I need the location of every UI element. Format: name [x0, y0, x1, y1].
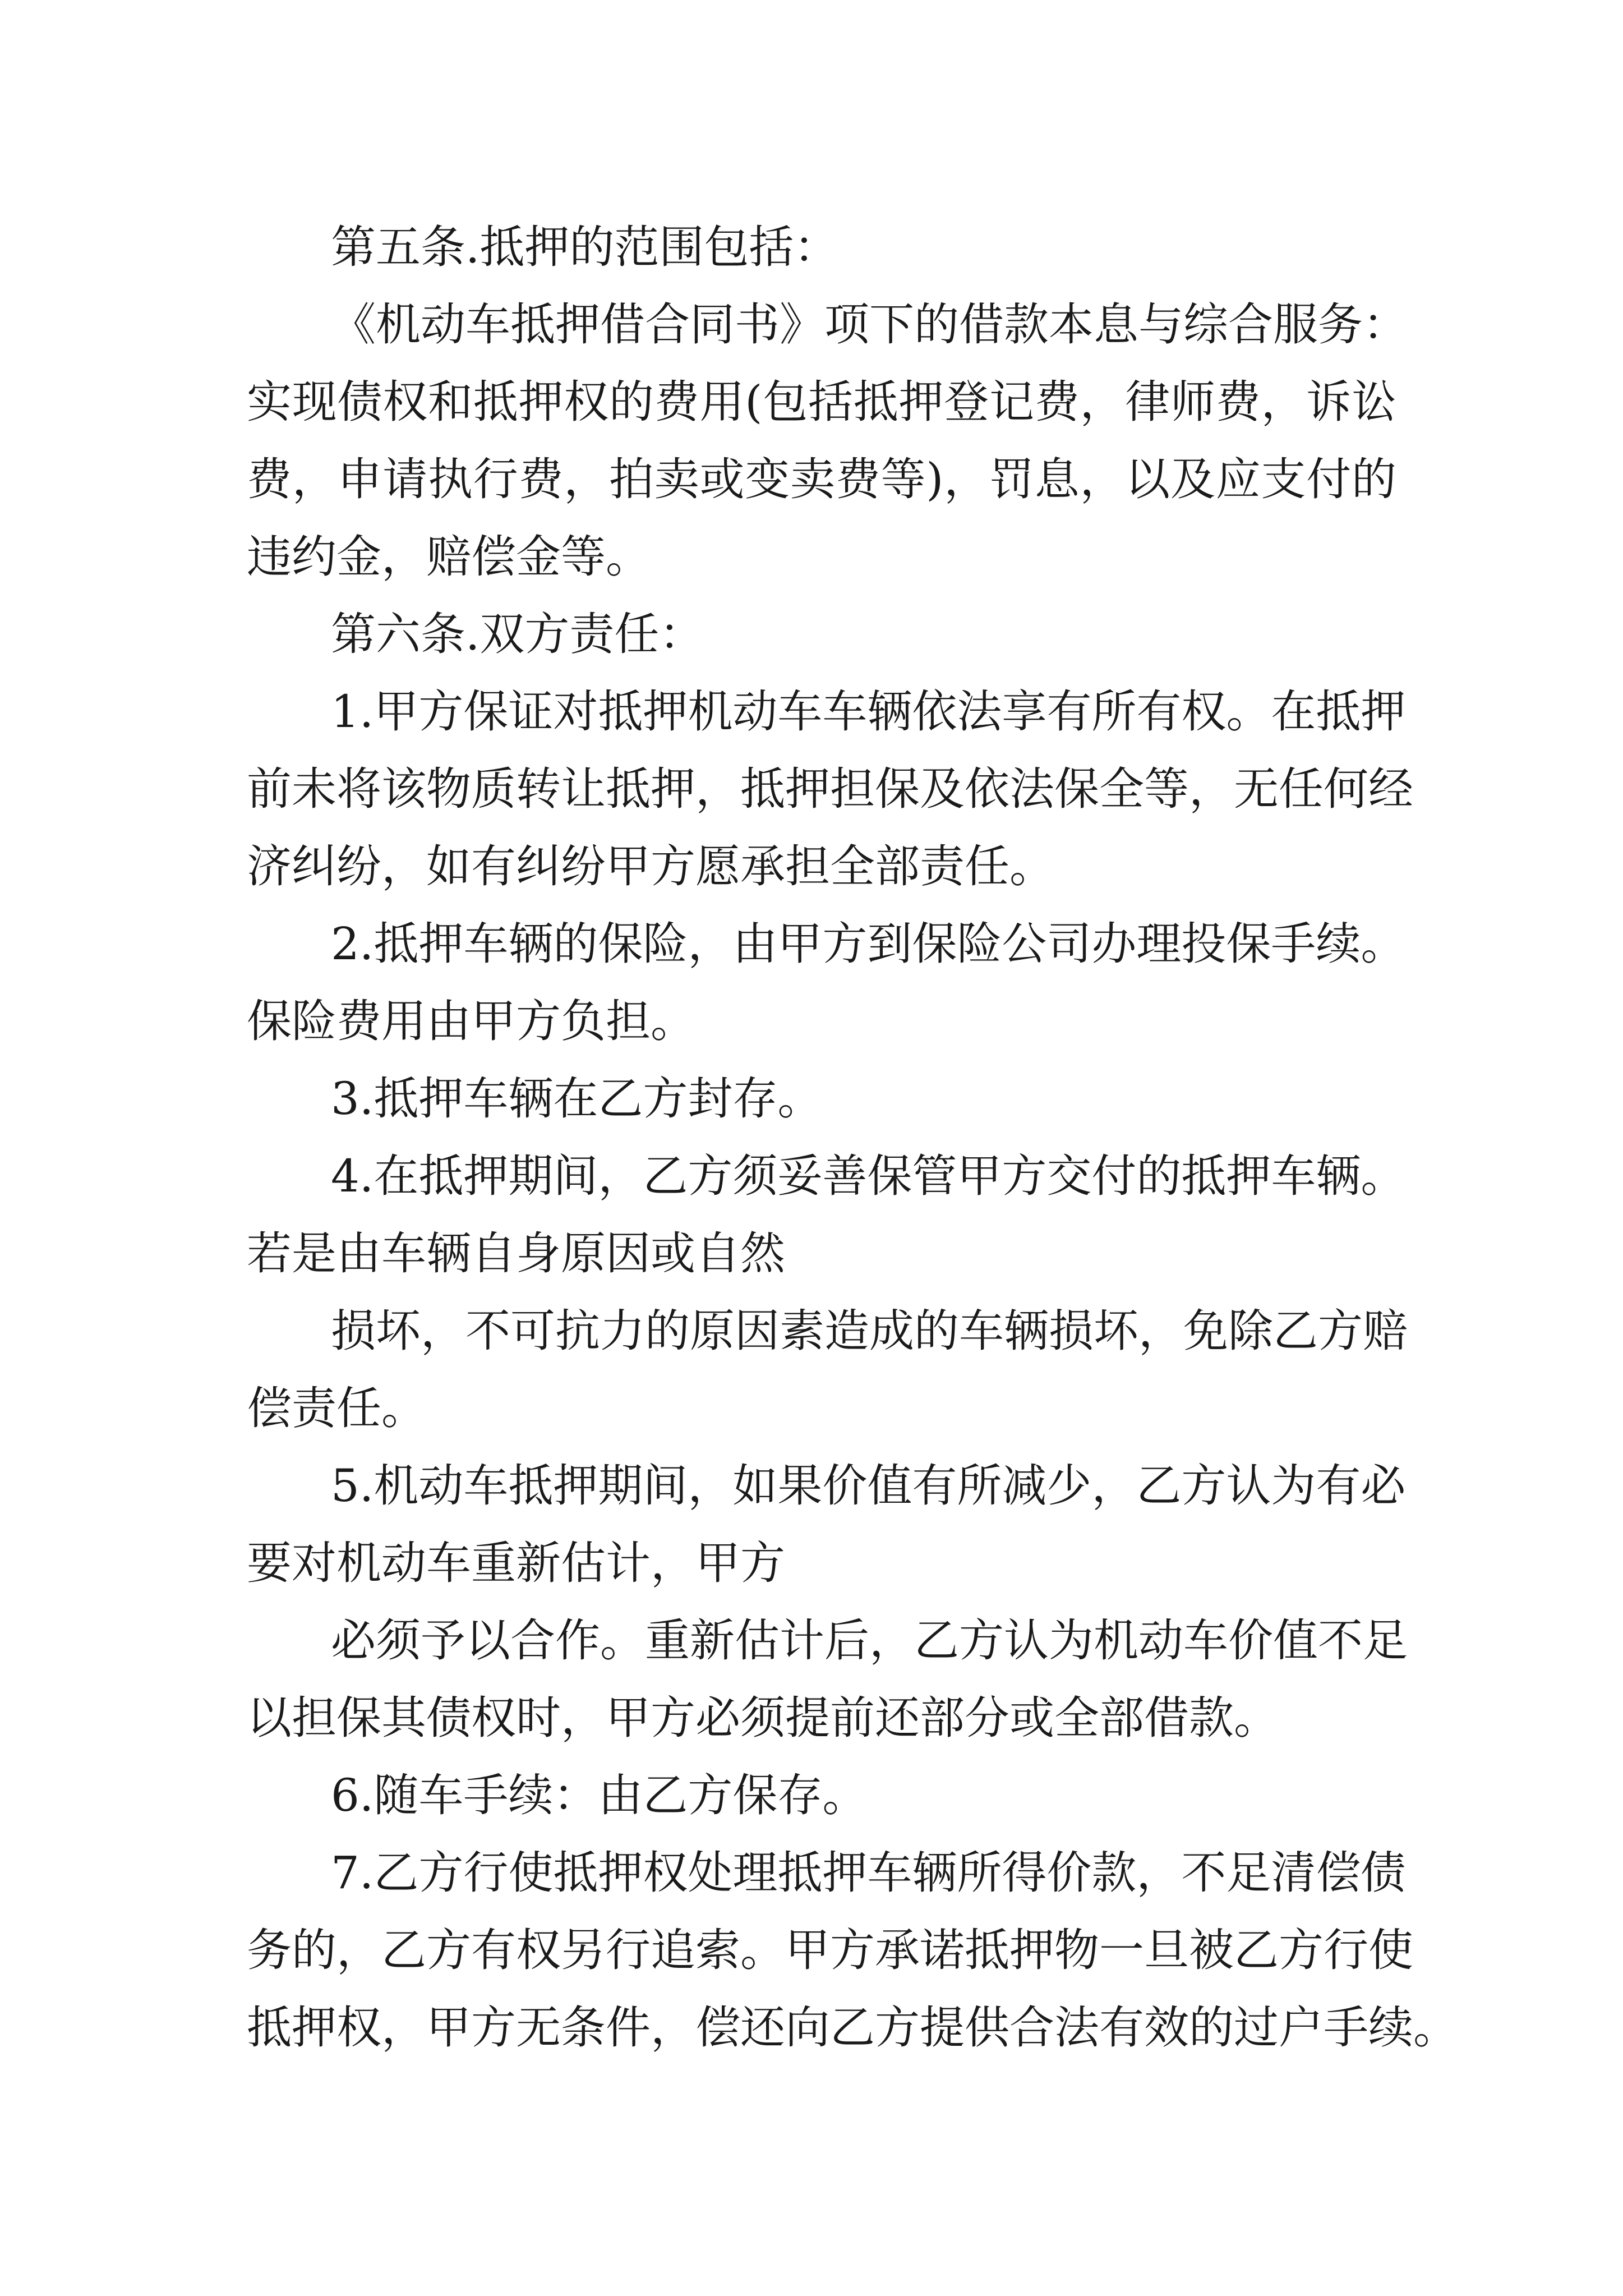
text-line: 损坏，不可抗力的原因素造成的车辆损坏，免除乙方赔: [331, 1305, 1408, 1357]
text-line: 费，申请执行费，拍卖或变卖费等)，罚息，以及应支付的: [247, 453, 1396, 505]
text-line: 7.乙方行使抵押权处理抵押车辆所得价款，不足清偿债: [331, 1847, 1406, 1899]
text-line: 4.在抵押期间，乙方须妥善保管甲方交付的抵押车辆。: [331, 1150, 1406, 1202]
text-line: 实现债权和抵押权的费用(包括抵押登记费，律师费，诉讼: [247, 376, 1396, 428]
text-line: 偿责任。: [247, 1382, 426, 1434]
text-line: 以担保其债权时，甲方必须提前还部分或全部借款。: [247, 1692, 1279, 1744]
text-line: 6.随车手续：由乙方保存。: [331, 1769, 868, 1821]
text-line: 必须予以合作。重新估计后，乙方认为机动车价值不足: [331, 1614, 1408, 1667]
text-line: 若是由车辆自身原因或自然: [247, 1227, 785, 1280]
text-line: 5.机动车抵押期间，如果价值有所减少，乙方认为有必: [331, 1460, 1406, 1512]
document-body: [247, 209, 1458, 2067]
text-line: 2.抵押车辆的保险，由甲方到保险公司办理投保手续。: [331, 918, 1406, 970]
text-line: 违约金，赔偿金等。: [247, 531, 651, 583]
text-line: 务的，乙方有权另行追索。甲方承诺抵押物一旦被乙方行使: [247, 1924, 1413, 1976]
text-line: 前未将该物质转让抵押，抵押担保及依法保全等，无任何经: [247, 763, 1413, 815]
text-line: 《机动车抵押借合同书》项下的借款本息与综合服务：: [331, 298, 1408, 351]
text-line: 抵押权，甲方无条件，偿还向乙方提供合法有效的过户手续。: [247, 2001, 1458, 2054]
text-line: 第六条.双方责任：: [331, 608, 704, 660]
text-line: 1.甲方保证对抵押机动车车辆依法享有所有权。在抵押: [331, 685, 1406, 738]
text-line: 要对机动车重新估计，甲方: [247, 1537, 785, 1589]
text-line: 第五条.抵押的范围包括：: [331, 221, 839, 273]
text-line: 3.抵押车辆在乙方封存。: [331, 1073, 823, 1125]
text-line: 保险费用由甲方负担。: [247, 995, 695, 1047]
text-line: 济纠纷，如有纠纷甲方愿承担全部责任。: [247, 840, 1054, 892]
